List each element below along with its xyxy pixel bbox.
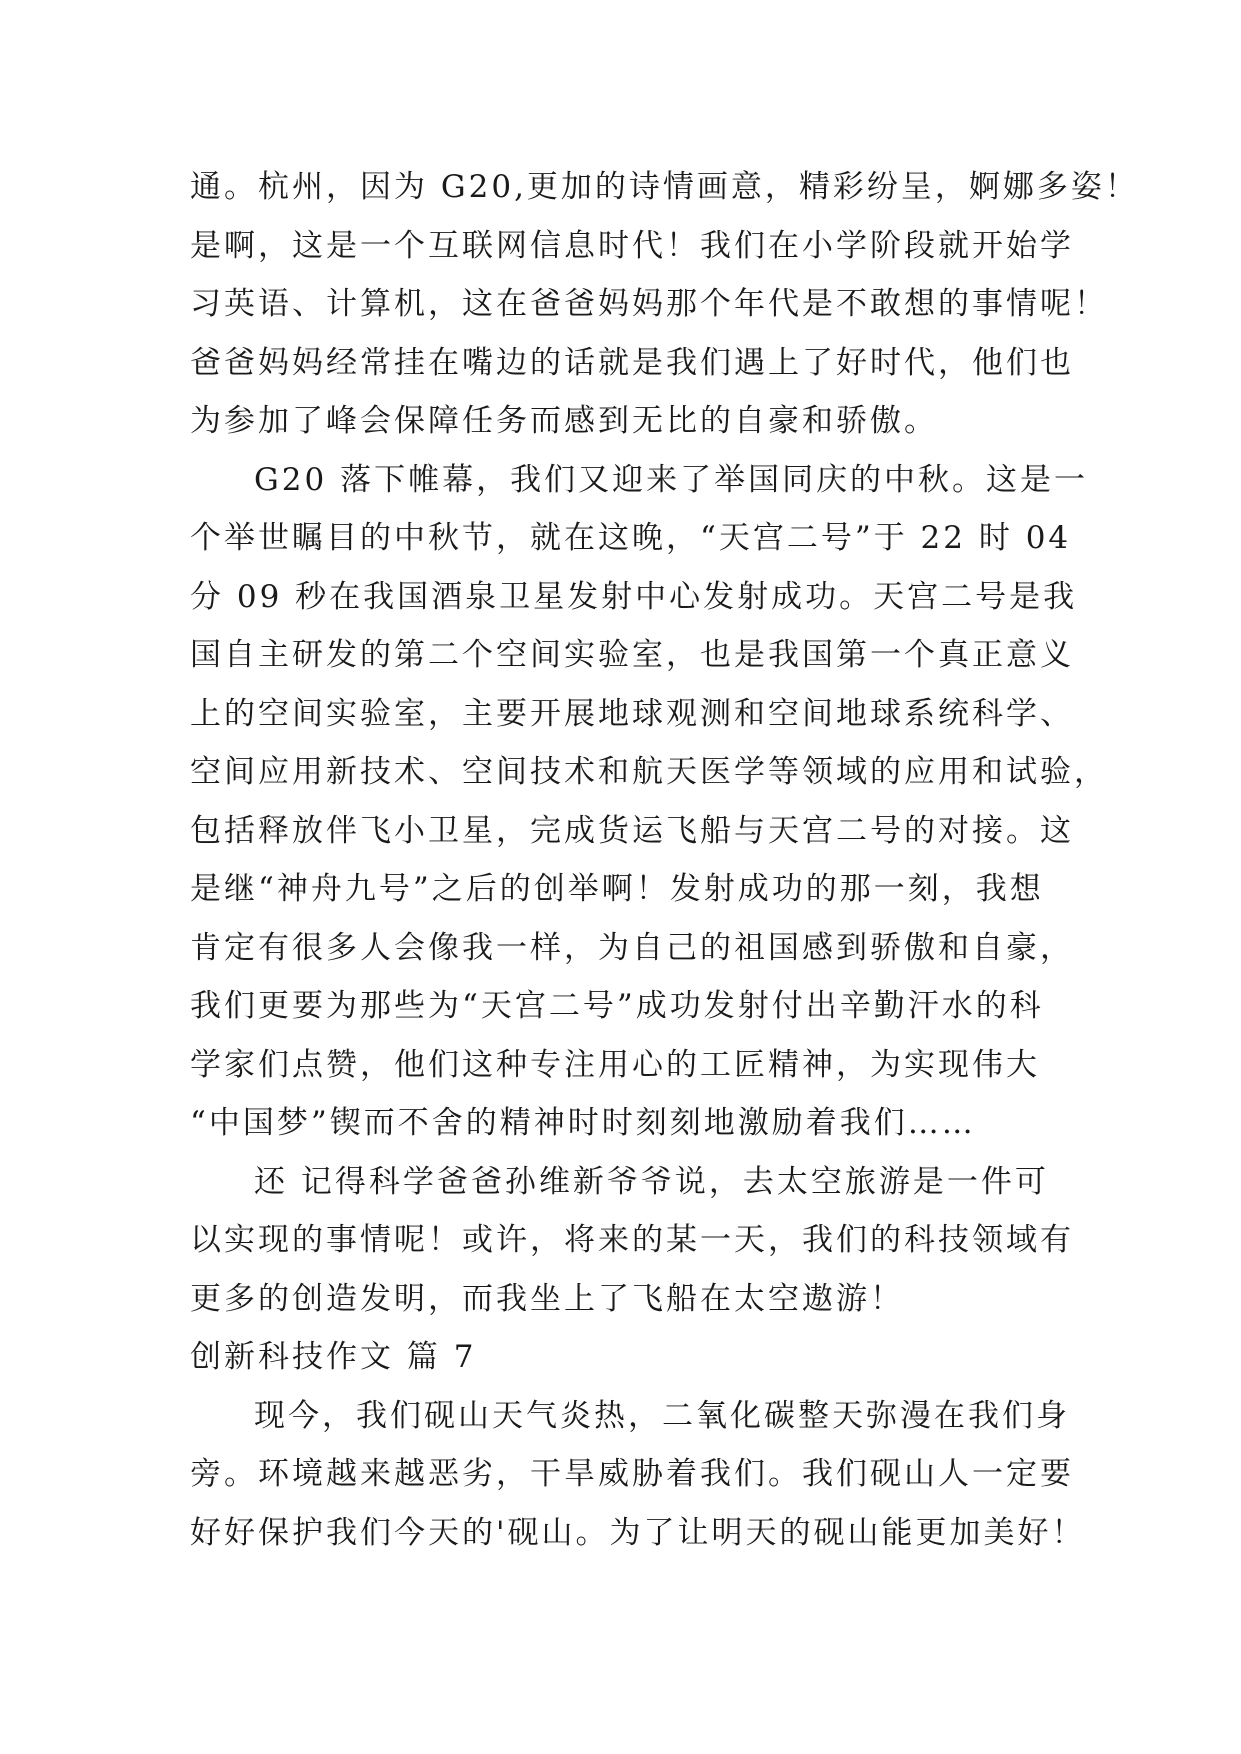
text-line: 分 09 秒在我国酒泉卫星发射中心发射成功。天宫二号是我 [190,578,1078,615]
essay-text [190,158,1139,1562]
text-line: 更多的创造发明，而我坐上了飞船在太空遨游！ [190,1280,904,1317]
text-line: 国自主研发的第二个空间实验室，也是我国第一个真正意义 [190,637,1074,673]
text-line: 创新科技作文 篇 7 [190,1339,477,1375]
text-line: 以实现的事情呢！或许，将来的某一天，我们的科技领域有 [190,1222,1074,1258]
text-line: 还 记得科学爸爸孙维新爷爷说，去太空旅游是一件可 [254,1163,1049,1200]
text-line: 包括释放伴飞小卫星，完成货运飞船与天宫二号的对接。这 [190,812,1074,849]
text-line: 爸爸妈妈经常挂在嘴边的话就是我们遇上了好时代，他们也 [190,344,1074,381]
text-line: 现今，我们砚山天气炎热，二氧化碳整天弥漫在我们身 [254,1397,1070,1434]
text-line: 上的空间实验室，主要开展地球观测和空间地球系统科学、 [190,695,1074,732]
text-line: 肯定有很多人会像我一样，为自己的祖国感到骄傲和自豪， [190,929,1074,966]
text-line: 好好保护我们今天的'砚山。为了让明天的砚山能更加美好！ [190,1514,1086,1551]
text-line: 空间应用新技术、空间技术和航天医学等领域的应用和试验， [190,754,1108,790]
text-line: 旁。环境越来越恶劣，干旱威胁着我们。我们砚山人一定要 [190,1456,1074,1492]
text-line: 是啊，这是一个互联网信息时代！我们在小学阶段就开始学 [190,227,1074,264]
text-line: 习英语、计算机，这在爸爸妈妈那个年代是不敢想的事情呢！ [190,286,1108,322]
text-line: 学家们点赞，他们这种专注用心的工匠精神，为实现伟大 [190,1046,1040,1083]
text-line: G20 落下帷幕，我们又迎来了举国同庆的中秋。这是一 [254,461,1089,498]
text-line: “中国梦”锲而不舍的精神时时刻刻地激励着我们…… [190,1105,976,1141]
text-line: 为参加了峰会保障任务而感到无比的自豪和骄傲。 [190,403,938,439]
text-line: 个举世瞩目的中秋节，就在这晚，“天宫二号”于 22 时 04 [190,520,1072,556]
text-line: 我们更要为那些为“天宫二号”成功发射付出辛勤汗水的科 [190,988,1044,1024]
text-line: 通。杭州，因为 G20,更加的诗情画意，精彩纷呈，婀娜多姿！ [190,169,1139,205]
text-line: 是继“神舟九号”之后的创举啊！发射成功的那一刻，我想 [190,871,1044,907]
